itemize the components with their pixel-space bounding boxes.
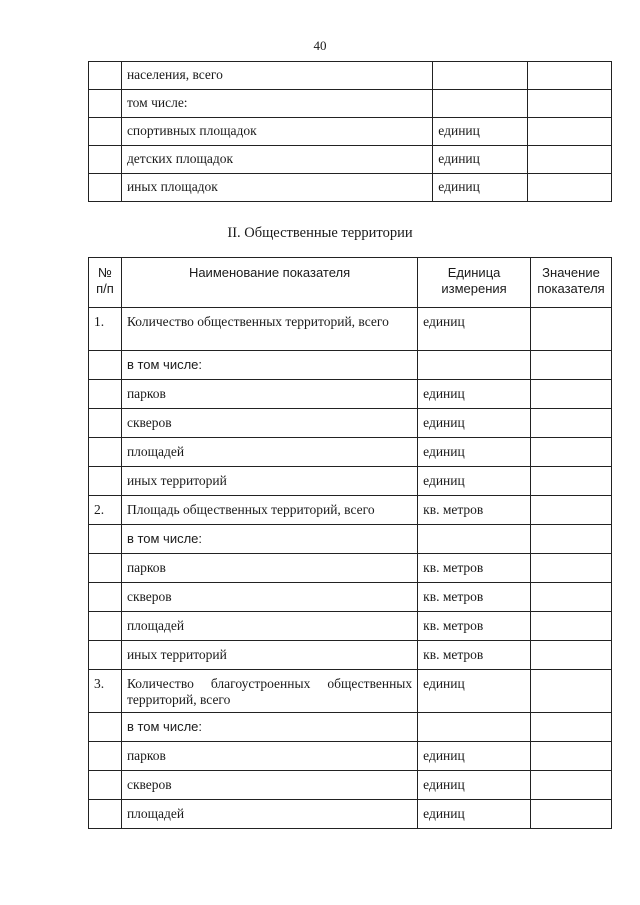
- value-cell: [530, 641, 611, 670]
- value-cell: [530, 583, 611, 612]
- value-cell: [530, 525, 611, 554]
- table-row: [89, 742, 612, 771]
- table-row: [89, 670, 612, 713]
- value-cell: [528, 146, 612, 174]
- row-number-cell: [89, 174, 122, 202]
- value-cell: [530, 670, 611, 713]
- indicator-name-cell: населения, всего: [121, 62, 432, 90]
- row-number-cell: [89, 800, 122, 829]
- table-row: [89, 583, 612, 612]
- indicator-name-cell: иных территорий: [121, 467, 417, 496]
- header-number: № п/п: [89, 258, 122, 308]
- table-row: [89, 771, 612, 800]
- table-row: [89, 409, 612, 438]
- page-number: 40: [313, 38, 327, 53]
- table-row: [89, 174, 612, 202]
- value-cell: [530, 742, 611, 771]
- table-row: [89, 496, 612, 525]
- table-row: [89, 308, 612, 351]
- unit-cell: кв. метров: [418, 583, 531, 612]
- unit-cell: единиц: [418, 800, 531, 829]
- value-cell: [528, 174, 612, 202]
- table-row: [89, 351, 612, 380]
- indicator-name-cell: детских площадок: [121, 146, 432, 174]
- row-number-cell: [89, 438, 122, 467]
- row-number-cell: [89, 641, 122, 670]
- row-number-cell: [89, 90, 122, 118]
- value-cell: [530, 554, 611, 583]
- table-row: [89, 146, 612, 174]
- row-number-cell: [89, 380, 122, 409]
- unit-cell: единиц: [418, 380, 531, 409]
- unit-cell: кв. метров: [418, 641, 531, 670]
- table-row: [89, 380, 612, 409]
- unit-cell: [418, 351, 531, 380]
- table-row: [89, 800, 612, 829]
- indicator-name-cell: скверов: [121, 409, 417, 438]
- indicator-name-cell: Количество благоустроенных общественных территорий, всего: [121, 670, 417, 713]
- value-cell: [530, 496, 611, 525]
- value-cell: [530, 438, 611, 467]
- value-cell: [530, 713, 611, 742]
- row-number-cell: [89, 467, 122, 496]
- unit-cell: единиц: [433, 174, 528, 202]
- value-cell: [530, 771, 611, 800]
- indicator-name-cell: площадей: [121, 612, 417, 641]
- table-row: [89, 554, 612, 583]
- indicator-name-cell: Площадь общественных территорий, всего: [121, 496, 417, 525]
- row-number-cell: [89, 146, 122, 174]
- unit-cell: [433, 90, 528, 118]
- public-territories-table: [88, 257, 612, 829]
- row-number-cell: 1.: [89, 308, 122, 351]
- indicator-name-cell: спортивных площадок: [121, 118, 432, 146]
- indicator-name-cell: иных территорий: [121, 641, 417, 670]
- indicator-name-cell: парков: [121, 554, 417, 583]
- unit-cell: единиц: [418, 742, 531, 771]
- unit-cell: единиц: [418, 409, 531, 438]
- table-row: [89, 467, 612, 496]
- row-number-cell: [89, 118, 122, 146]
- indicator-name-cell: иных площадок: [121, 174, 432, 202]
- section-title: II. Общественные территории: [227, 225, 413, 241]
- indicator-name-cell: площадей: [121, 800, 417, 829]
- indicator-name-cell: Количество общественных территорий, всего: [121, 308, 417, 351]
- indicator-name-cell: том числе:: [121, 90, 432, 118]
- value-cell: [530, 409, 611, 438]
- row-number-cell: [89, 713, 122, 742]
- table-row: [89, 118, 612, 146]
- row-number-cell: [89, 525, 122, 554]
- header-indicator-name: Наименование показателя: [121, 258, 417, 308]
- unit-cell: кв. метров: [418, 612, 531, 641]
- value-cell: [528, 62, 612, 90]
- value-cell: [530, 351, 611, 380]
- unit-cell: единиц: [433, 146, 528, 174]
- continuation-table: [88, 61, 612, 202]
- row-number-cell: 3.: [89, 670, 122, 713]
- indicator-name-cell: парков: [121, 742, 417, 771]
- unit-cell: единиц: [418, 771, 531, 800]
- unit-cell: [433, 62, 528, 90]
- indicator-name-cell: в том числе:: [121, 351, 417, 380]
- indicator-name-cell: скверов: [121, 583, 417, 612]
- value-cell: [530, 308, 611, 351]
- unit-cell: единиц: [418, 467, 531, 496]
- value-cell: [530, 380, 611, 409]
- header-unit: Единица измерения: [418, 258, 531, 308]
- indicator-name-cell: скверов: [121, 771, 417, 800]
- value-cell: [530, 800, 611, 829]
- row-number-cell: 2.: [89, 496, 122, 525]
- table-row: [89, 525, 612, 554]
- table-header-row: [89, 258, 612, 308]
- unit-cell: единиц: [418, 308, 531, 351]
- table-row: [89, 90, 612, 118]
- unit-cell: кв. метров: [418, 496, 531, 525]
- value-cell: [530, 467, 611, 496]
- value-cell: [528, 90, 612, 118]
- table-row: [89, 62, 612, 90]
- row-number-cell: [89, 583, 122, 612]
- row-number-cell: [89, 554, 122, 583]
- unit-cell: [418, 525, 531, 554]
- unit-cell: единиц: [418, 670, 531, 713]
- unit-cell: единиц: [433, 118, 528, 146]
- indicator-name-cell: в том числе:: [121, 525, 417, 554]
- table-row: [89, 612, 612, 641]
- row-number-cell: [89, 612, 122, 641]
- table-row: [89, 713, 612, 742]
- row-number-cell: [89, 62, 122, 90]
- value-cell: [530, 612, 611, 641]
- row-number-cell: [89, 351, 122, 380]
- row-number-cell: [89, 742, 122, 771]
- table-row: [89, 641, 612, 670]
- indicator-name-cell: парков: [121, 380, 417, 409]
- unit-cell: единиц: [418, 438, 531, 467]
- row-number-cell: [89, 771, 122, 800]
- row-number-cell: [89, 409, 122, 438]
- unit-cell: [418, 713, 531, 742]
- table-row: [89, 438, 612, 467]
- indicator-name-cell: площадей: [121, 438, 417, 467]
- header-value: Значение показателя: [530, 258, 611, 308]
- value-cell: [528, 118, 612, 146]
- unit-cell: кв. метров: [418, 554, 531, 583]
- indicator-name-cell: в том числе:: [121, 713, 417, 742]
